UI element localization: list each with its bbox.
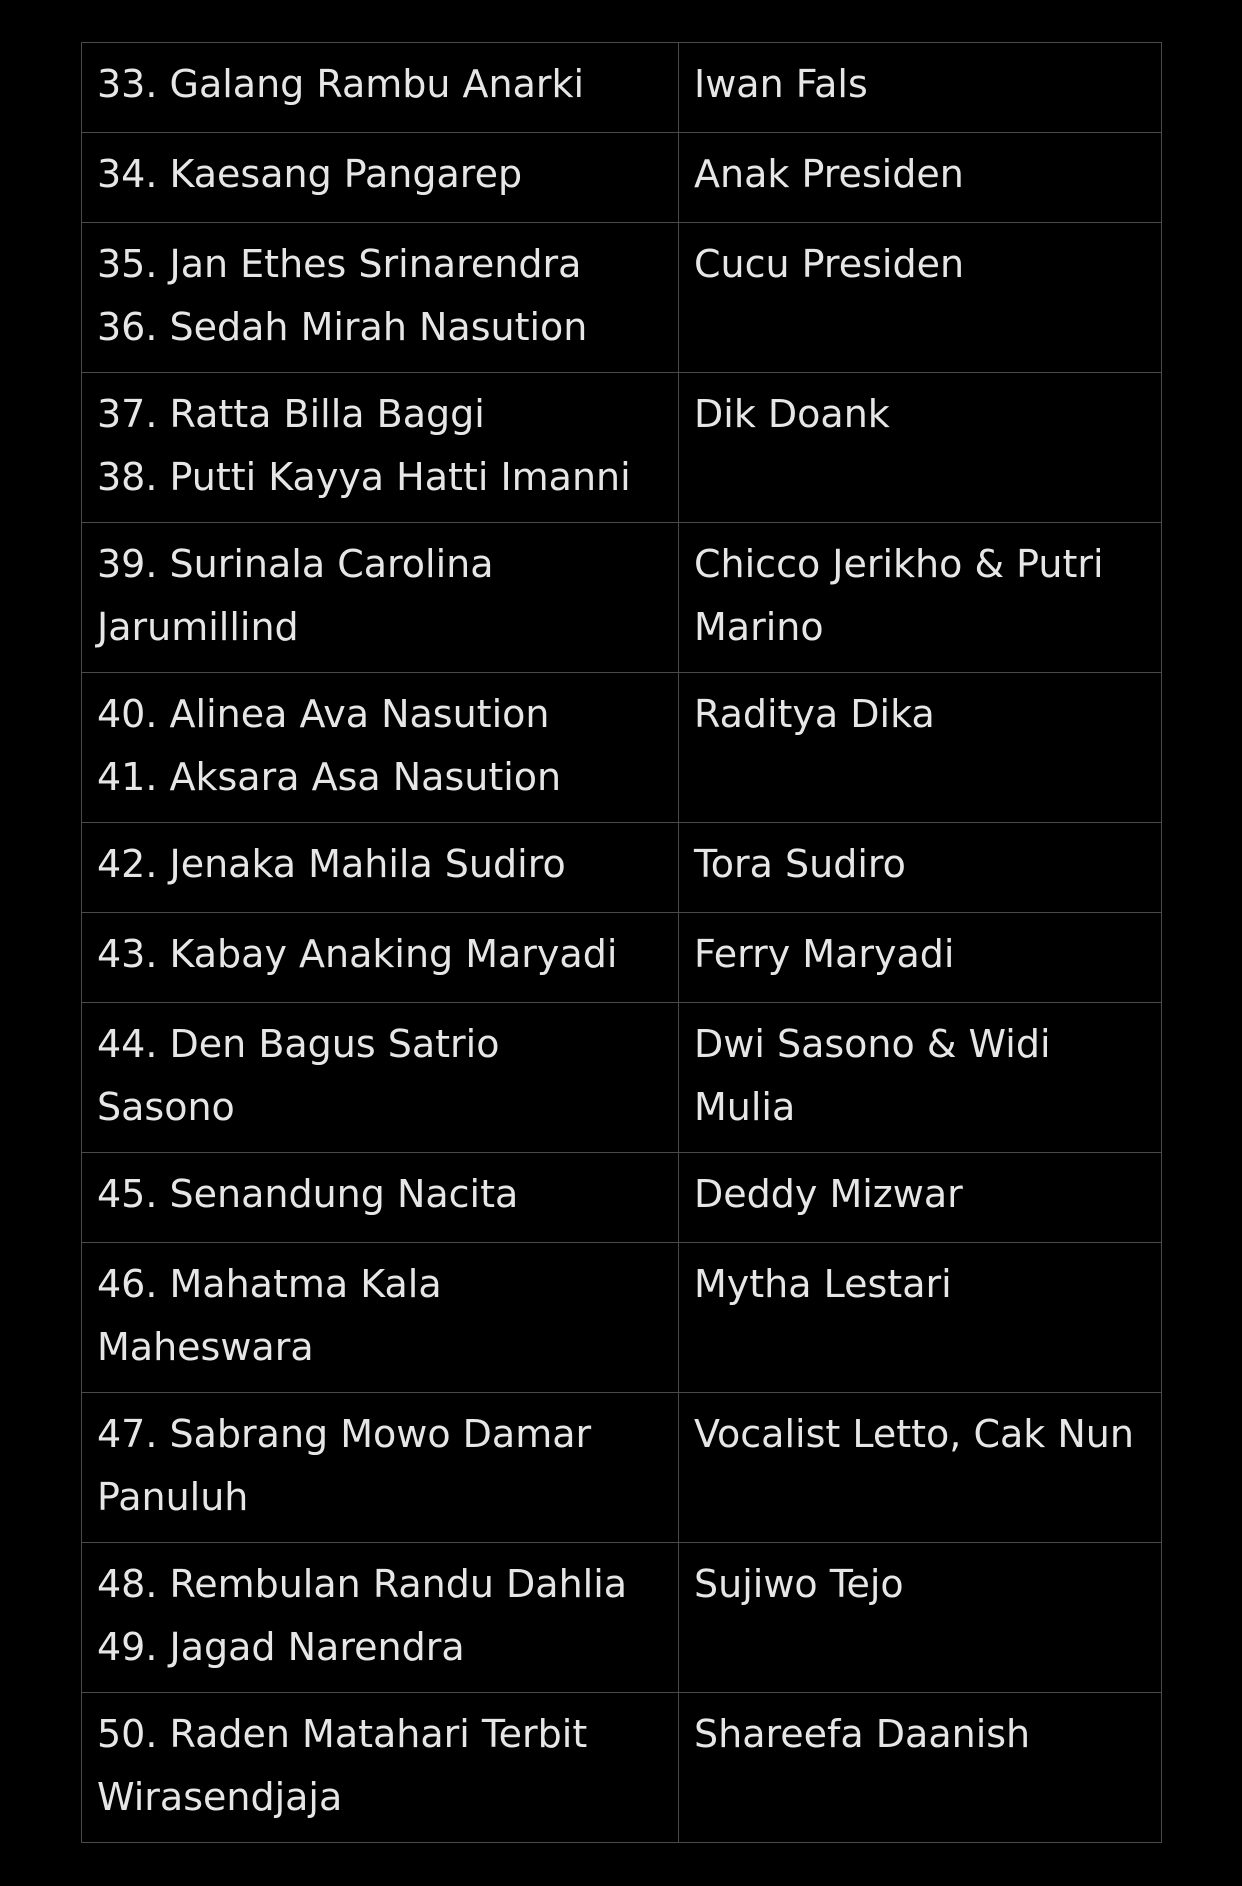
parent-name: Vocalist Letto, Cak Nun xyxy=(694,1412,1134,1456)
table-row xyxy=(82,1543,1162,1693)
child-name-cell xyxy=(82,1003,679,1153)
table-row xyxy=(82,1393,1162,1543)
parent-name-cell xyxy=(679,1543,1162,1693)
table-row xyxy=(82,673,1162,823)
parent-name-cell xyxy=(679,1393,1162,1543)
parent-name: Anak Presiden xyxy=(694,152,964,196)
table-row xyxy=(82,1153,1162,1243)
parent-name: Iwan Fals xyxy=(694,62,868,106)
child-name-line: Panuluh xyxy=(97,1474,249,1519)
child-name-cell xyxy=(82,223,679,373)
table-row xyxy=(82,1243,1162,1393)
parent-name: Cucu Presiden xyxy=(694,242,965,286)
parent-name: Tora Sudiro xyxy=(694,842,906,886)
child-name-line: Sasono xyxy=(97,1084,235,1129)
child-name-line: 43. Kabay Anaking Maryadi xyxy=(97,932,618,976)
parent-name-cell xyxy=(679,133,1162,223)
parent-name-cell xyxy=(679,1243,1162,1393)
child-name-cell xyxy=(82,913,679,1003)
child-name-cell xyxy=(82,1243,679,1393)
child-name-line: 47. Sabrang Mowo Damar xyxy=(97,1412,592,1456)
child-name-cell xyxy=(82,43,679,133)
child-name-line: 40. Alinea Ava Nasution xyxy=(97,692,550,736)
child-name-cell xyxy=(82,133,679,223)
child-name-cell xyxy=(82,523,679,673)
child-name-line: 44. Den Bagus Satrio xyxy=(97,1022,500,1066)
parent-name-cell xyxy=(679,1003,1162,1153)
parent-name: Raditya Dika xyxy=(694,692,935,736)
table-row xyxy=(82,223,1162,373)
table-row xyxy=(82,133,1162,223)
parent-name-cell xyxy=(679,1693,1162,1843)
table-row xyxy=(82,913,1162,1003)
child-name-cell xyxy=(82,823,679,913)
child-name-cell xyxy=(82,1153,679,1243)
parent-name-cell xyxy=(679,43,1162,133)
child-name-line: 49. Jagad Narendra xyxy=(97,1624,465,1669)
child-name-line: 33. Galang Rambu Anarki xyxy=(97,62,585,106)
parent-name-cell xyxy=(679,823,1162,913)
child-name-cell xyxy=(82,1693,679,1843)
child-name-line: 42. Jenaka Mahila Sudiro xyxy=(97,842,566,886)
child-name-line: 37. Ratta Billa Baggi xyxy=(97,392,485,436)
child-name-line: 39. Surinala Carolina xyxy=(97,542,494,586)
child-name-line: 48. Rembulan Randu Dahlia xyxy=(97,1562,628,1606)
table-row xyxy=(82,823,1162,913)
parent-name: Deddy Mizwar xyxy=(694,1172,963,1216)
parent-name-cell xyxy=(679,373,1162,523)
table-row xyxy=(82,1003,1162,1153)
child-name-line: 36. Sedah Mirah Nasution xyxy=(97,304,588,349)
parent-name: Mytha Lestari xyxy=(694,1262,952,1306)
child-name-line: Maheswara xyxy=(97,1324,314,1369)
parent-name: Ferry Maryadi xyxy=(694,932,955,976)
parent-name: Chicco Jerikho & Putri Marino xyxy=(694,542,1104,649)
child-name-line: Wirasendjaja xyxy=(97,1774,343,1819)
names-table-body xyxy=(82,43,1162,1843)
child-name-line: 50. Raden Matahari Terbit xyxy=(97,1712,588,1756)
parent-name-cell xyxy=(679,1153,1162,1243)
table-row xyxy=(82,1693,1162,1843)
parent-name: Dik Doank xyxy=(694,392,890,436)
table-row xyxy=(82,43,1162,133)
child-name-line: 46. Mahatma Kala xyxy=(97,1262,442,1306)
child-name-line: 35. Jan Ethes Srinarendra xyxy=(97,242,582,286)
parent-name: Sujiwo Tejo xyxy=(694,1562,904,1606)
child-name-line: 41. Aksara Asa Nasution xyxy=(97,754,562,799)
child-name-line: 38. Putti Kayya Hatti Imanni xyxy=(97,454,631,499)
table-row xyxy=(82,523,1162,673)
child-name-line: 45. Senandung Nacita xyxy=(97,1172,519,1216)
child-name-cell xyxy=(82,373,679,523)
parent-name-cell xyxy=(679,523,1162,673)
parent-name: Shareefa Daanish xyxy=(694,1712,1031,1756)
child-name-cell xyxy=(82,1393,679,1543)
child-name-cell xyxy=(82,673,679,823)
child-name-cell xyxy=(82,1543,679,1693)
names-table xyxy=(81,42,1162,1843)
child-name-line: Jarumillind xyxy=(97,604,299,649)
parent-name-cell xyxy=(679,913,1162,1003)
parent-name-cell xyxy=(679,223,1162,373)
child-name-line: 34. Kaesang Pangarep xyxy=(97,152,523,196)
parent-name: Dwi Sasono & Widi Mulia xyxy=(694,1022,1051,1129)
parent-name-cell xyxy=(679,673,1162,823)
table-row xyxy=(82,373,1162,523)
